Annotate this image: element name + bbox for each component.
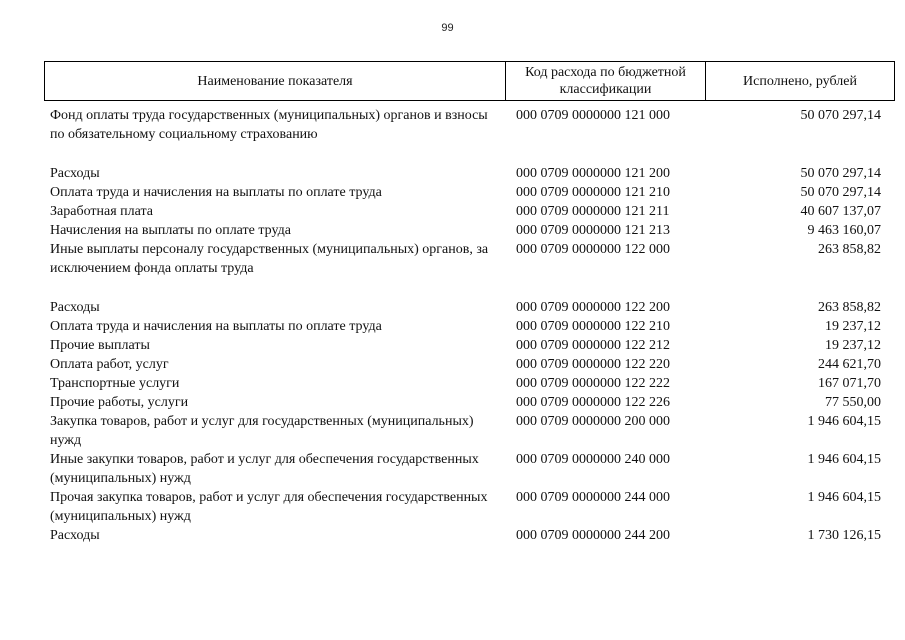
table-row	[0, 450, 905, 488]
row-name: Транспортные услуги	[50, 376, 180, 391]
row-sum: 1 946 604,15	[807, 414, 881, 429]
row-sum: 50 070 297,14	[800, 108, 881, 123]
row-code: 000 0709 0000000 200 000	[516, 414, 670, 429]
row-code: 000 0709 0000000 121 200	[516, 166, 670, 181]
table-body	[0, 106, 905, 545]
row-name: Начисления на выплаты по оплате труда	[50, 223, 291, 238]
row-name: Расходы	[50, 528, 100, 543]
row-code: 000 0709 0000000 122 212	[516, 338, 670, 353]
row-sum: 19 237,12	[825, 319, 881, 334]
column-header-sum: Исполнено, рублей	[743, 73, 857, 89]
row-code: 000 0709 0000000 121 000	[516, 108, 670, 123]
row-name: Расходы	[50, 300, 100, 315]
row-code: 000 0709 0000000 122 000	[516, 242, 670, 257]
table-row	[0, 202, 905, 221]
table-row	[0, 298, 905, 317]
row-code: 000 0709 0000000 122 226	[516, 395, 670, 410]
table-row	[0, 317, 905, 336]
row-code: 000 0709 0000000 122 220	[516, 357, 670, 372]
row-code: 000 0709 0000000 244 200	[516, 528, 670, 543]
table-row	[0, 488, 905, 526]
row-code: 000 0709 0000000 121 211	[516, 204, 670, 219]
row-name: Иные закупки товаров, работ и услуг для обеспечения государственных (муниципальных) нужд	[50, 452, 479, 486]
row-name: Оплата работ, услуг	[50, 357, 169, 372]
row-name: Оплата труда и начисления на выплаты по оплате труда	[50, 319, 382, 334]
table-row	[0, 374, 905, 393]
row-sum: 1 946 604,15	[807, 452, 881, 467]
row-name: Оплата труда и начисления на выплаты по оплате труда	[50, 185, 382, 200]
row-sum: 40 607 137,07	[800, 204, 881, 219]
row-code: 000 0709 0000000 121 213	[516, 223, 670, 238]
row-sum: 244 621,70	[818, 357, 881, 372]
row-name: Иные выплаты персоналу государственных (муниципальных) органов, за исключением фонда оплаты труда	[50, 242, 489, 276]
table-row	[0, 240, 905, 298]
table-row	[0, 336, 905, 355]
table-row	[0, 183, 905, 202]
row-sum: 77 550,00	[825, 395, 881, 410]
row-code: 000 0709 0000000 121 210	[516, 185, 670, 200]
row-name: Прочие выплаты	[50, 338, 150, 353]
row-sum: 263 858,82	[818, 242, 881, 257]
row-sum: 263 858,82	[818, 300, 881, 315]
row-name: Расходы	[50, 166, 100, 181]
row-sum: 50 070 297,14	[800, 185, 881, 200]
row-name: Прочие работы, услуги	[50, 395, 189, 410]
row-sum: 1 946 604,15	[807, 490, 881, 505]
table-header	[44, 61, 895, 101]
table-row	[0, 164, 905, 183]
row-name: Закупка товаров, работ и услуг для государственных (муниципальных) нужд	[50, 414, 474, 448]
table-row	[0, 355, 905, 374]
table-row	[0, 221, 905, 240]
row-code: 000 0709 0000000 122 200	[516, 300, 670, 315]
row-code: 000 0709 0000000 122 210	[516, 319, 670, 334]
row-name: Прочая закупка товаров, работ и услуг для обеспечения государственных (муниципальных) нужд	[50, 490, 488, 524]
page-number: 99	[441, 22, 454, 34]
row-code: 000 0709 0000000 244 000	[516, 490, 670, 505]
row-code: 000 0709 0000000 240 000	[516, 452, 670, 467]
table-row	[0, 393, 905, 412]
column-header-name: Наименование показателя	[45, 62, 506, 100]
table-row	[0, 412, 905, 450]
table-row	[0, 526, 905, 545]
row-sum: 19 237,12	[825, 338, 881, 353]
table-row	[0, 106, 905, 164]
row-sum: 1 730 126,15	[807, 528, 881, 543]
row-code: 000 0709 0000000 122 222	[516, 376, 670, 391]
row-sum: 9 463 160,07	[807, 223, 881, 238]
row-sum: 167 071,70	[818, 376, 881, 391]
row-name: Заработная плата	[50, 204, 153, 219]
row-name: Фонд оплаты труда государственных (муниципальных) органов и взносы по обязательному социальному страхованию	[50, 108, 488, 142]
column-header-code: Код расхода по бюджетной классификации	[506, 62, 706, 100]
row-sum: 50 070 297,14	[800, 166, 881, 181]
